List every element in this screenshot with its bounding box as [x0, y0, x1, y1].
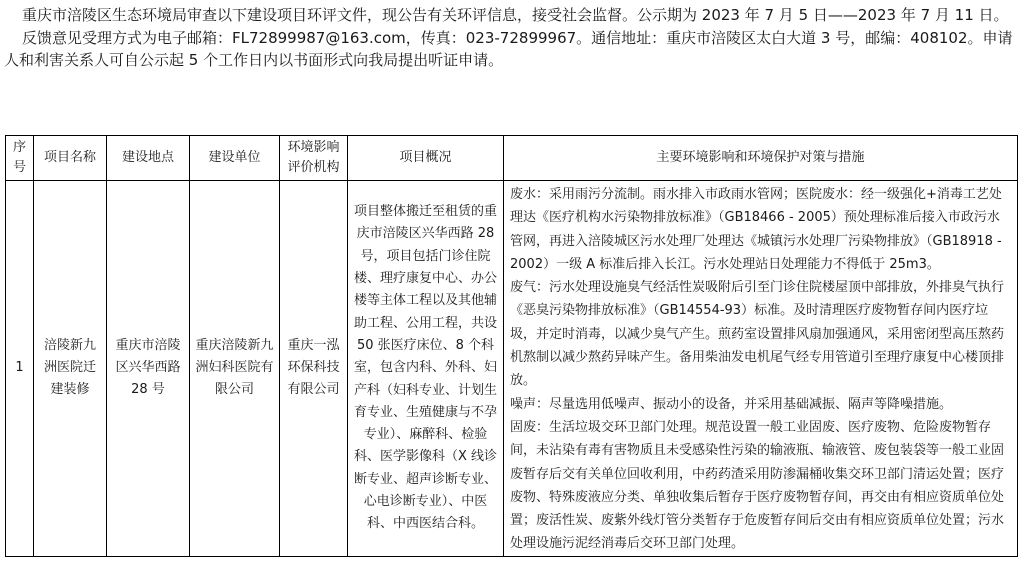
cell-seq: 1: [6, 181, 34, 557]
cell-overview: 项目整体搬迁至租赁的重庆市涪陵区兴华西路 28 号，项目包括门诊住院楼、理疗康复中心、办公楼等主体工程以及其他辅助工程、公用工程，共设 50 张医疗床位、8 个科室，包含内科、外科、妇产科（妇科专业、计划生育专业、生殖健康与不孕专业）、麻醉科、检验科、医学影像科（X 线诊断专业、超声诊断专业、心电诊断专业）、中医科、中西医结合科。: [348, 181, 504, 557]
table-row: [6, 181, 1018, 557]
notice-paragraph-period: 重庆市涪陵区生态环境局审查以下建设项目环评文件，现公告有关环评信息，接受社会监督。公示期为 2023 年 7 月 5 日——2023 年 7 月 11 日。: [22, 6, 1009, 24]
notice-paragraph-feedback: 反馈意见受理方式为电子邮箱：FL72899987@163.com，传真：023-72899967。通信地址：重庆市涪陵区太白大道 3 号，邮编：408102。申请人和利害关系人可自公示起 5 个工作日内以书面形式向我局提出听证申请。: [4, 28, 1013, 69]
notice-text: [4, 4, 1016, 72]
cell-project-name: 涪陵新九洲医院迁建装修: [34, 181, 107, 557]
measure-wastewater: 废水：采用雨污分流制。雨水排入市政雨水管网；医院废水：经一级强化+消毒工艺处理达《医疗机构水污染物排放标准》（GB18466 - 2005）预处理标准后接入市政污水管网，再进入涪陵城区污水处理厂处理达《城镇污水处理厂污染物排放》（GB18918 - 2002）一级 A 标准后排入长江。污水处理站日处理能力不得低于 25m3。: [510, 187, 1002, 272]
header-project-name: 项目名称: [34, 136, 107, 181]
cell-measures: [504, 181, 1018, 557]
cell-location: 重庆市涪陵区兴华西路 28 号: [107, 181, 190, 557]
measure-exhaust: 废气：污水处理设施臭气经活性炭吸附后引至门诊住院楼屋顶中部排放，外排臭气执行《恶臭污染物排放标准》（GB14554-93）标准。及时清理医疗废物暂存间内医疗垃圾，并定时消毒，以减少臭气产生。煎药室设置排风扇加强通风，采用密闭型高压熬药机熬制以减少熬药异味产生。备用柴油发电机尾气经专用管道引至理疗康复中心楼顶排放。: [510, 280, 1005, 389]
header-overview: 项目概况: [348, 136, 504, 181]
header-eia-agency: 环境影响评价机构: [280, 136, 348, 181]
header-measures: 主要环境影响和环境保护对策与措施: [504, 136, 1018, 181]
measure-noise: 噪声：尽量选用低噪声、振动小的设备，并采用基础减振、隔声等降噪措施。: [510, 396, 953, 412]
header-seq: 序号: [6, 136, 34, 181]
project-table: [5, 135, 1018, 557]
cell-builder: 重庆涪陵新九洲妇科医院有限公司: [190, 181, 280, 557]
header-location: 建设地点: [107, 136, 190, 181]
table-header-row: [6, 136, 1018, 181]
header-builder: 建设单位: [190, 136, 280, 181]
cell-eia-agency: 重庆一泓环保科技有限公司: [280, 181, 348, 557]
measure-solid-waste: 固废：生活垃圾交环卫部门处理。规范设置一般工业固废、医疗废物、危险废物暂存间，未沾染有毒有害物质且未受感染性污染的输液瓶、输液管、废包装袋等一般工业固废暂存后交有关单位回收利用，中药药渣采用防渗漏桶收集交环卫部门清运处置；医疗废物、特殊废液应分类、单独收集后暂存于医疗废物暂存间，再交由有相应资质单位处置；废活性炭、废紫外线灯管分类暂存于危废暂存间后交由有相应资质单位处置；污水处理设施污泥经消毒后交环卫部门处理。: [510, 419, 1005, 552]
